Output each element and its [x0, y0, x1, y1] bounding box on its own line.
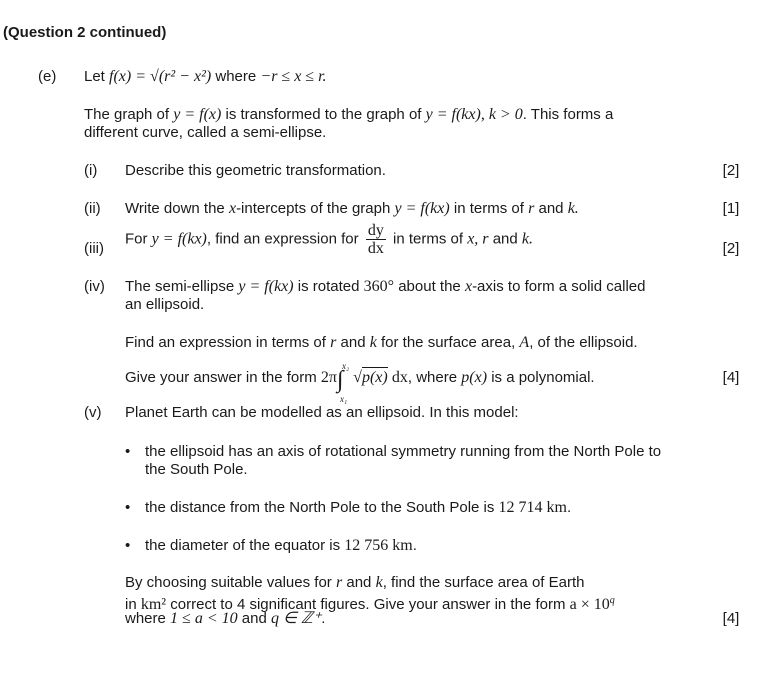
- domain-inequality: −r ≤ x ≤ r.: [260, 68, 327, 85]
- iii-var-list: x, r: [467, 230, 489, 248]
- bullet-2-label: the distance from the North Pole to the South Pole is: [145, 499, 495, 516]
- iv-form-b: , where: [407, 369, 458, 386]
- sqrt-symbol: √: [353, 369, 362, 386]
- subpart-ii-text: [125, 200, 579, 218]
- ii-text-a: Write down the: [125, 200, 225, 217]
- frac-denominator: dx: [367, 240, 384, 257]
- subpart-i-text: Describe this geometric transformation.: [125, 162, 386, 179]
- subpart-iv-label: (iv): [84, 278, 105, 295]
- bullet-2-value: 12 714 km: [498, 499, 567, 516]
- let-text: Let: [84, 68, 105, 85]
- iv-axis: x: [464, 278, 473, 295]
- iv-find-and: and: [340, 334, 366, 351]
- iv-text-b: is rotated: [297, 278, 360, 295]
- bullet-3-value: 12 756 km: [344, 537, 413, 554]
- iv-form-p: p(x): [461, 369, 488, 386]
- final2-form: a × 10: [569, 596, 610, 613]
- iv-form-c: is a polynomial.: [491, 369, 595, 386]
- subpart-iii-text: [125, 222, 533, 257]
- iii-eq: y = f(kx): [151, 230, 207, 248]
- ii-var-r: r: [528, 200, 535, 217]
- ii-var-x: x: [228, 200, 237, 217]
- intro-text-a: The graph of: [84, 106, 170, 123]
- final3-ineq: 1 ≤ a < 10: [170, 610, 238, 627]
- iii-text-c: in terms of: [392, 230, 464, 248]
- bullet-1-dot: •: [125, 443, 131, 460]
- intro-eq2: y = f(kx), k > 0: [425, 106, 523, 123]
- part-e-label: (e): [38, 68, 57, 85]
- ii-text-b: -intercepts of the graph: [236, 200, 391, 217]
- part-e-intro-line2: different curve, called a semi-ellipse.: [84, 124, 327, 141]
- iii-text-a: For: [125, 230, 148, 248]
- final3-end: .: [321, 610, 326, 627]
- iv-find-b: for the surface area,: [381, 334, 516, 351]
- iv-find-k: k: [369, 334, 377, 351]
- subpart-ii-label: (ii): [84, 200, 101, 217]
- final-line3: [125, 610, 325, 628]
- bullet-2-end: .: [567, 499, 572, 516]
- function-definition: f(x) = √(r² − x²): [109, 68, 212, 85]
- bullet-3-label: the diameter of the equator is: [145, 537, 341, 554]
- final2-exp: q: [609, 595, 615, 606]
- bullet-2-dot: •: [125, 499, 131, 516]
- final2-in: in: [125, 596, 137, 613]
- subpart-v-intro: Planet Earth can be modelled as an ellipsoid. In this model:: [125, 404, 519, 421]
- subpart-ii-marks: [1]: [722, 200, 740, 217]
- iv-form-dx: dx: [391, 369, 408, 386]
- iv-find-a: Find an expression in terms of: [125, 334, 326, 351]
- part-e-intro-line1: [84, 106, 613, 124]
- final2-text: correct to 4 significant figures. Give your answer in the form: [170, 596, 566, 613]
- subpart-iv-find: [125, 334, 638, 352]
- bullet-3-dot: •: [125, 537, 131, 554]
- ii-text-c: in terms of: [453, 200, 524, 217]
- subpart-v-marks: [4]: [722, 610, 740, 627]
- integral-lower-limit: x₁: [340, 394, 348, 404]
- iv-text-a: The semi-ellipse: [125, 278, 235, 295]
- derivative-fraction: [366, 222, 386, 257]
- frac-numerator: dy: [367, 222, 384, 239]
- integral-sign: [337, 361, 350, 404]
- iv-find-A: A: [519, 334, 530, 351]
- ii-eq: y = f(kx): [394, 200, 450, 217]
- where-text: where: [215, 68, 257, 85]
- iii-var-k: k.: [521, 230, 533, 248]
- subpart-iii-marks: [2]: [722, 240, 740, 257]
- final-text-b: , find the surface area of Earth: [382, 574, 585, 591]
- final-text-a: By choosing suitable values for: [125, 574, 332, 591]
- final-k: k: [375, 574, 383, 591]
- integral-glyph: ∫: [337, 367, 344, 393]
- iv-find-r: r: [330, 334, 337, 351]
- final-line1: [125, 574, 584, 592]
- final3-where: where: [125, 610, 166, 627]
- subpart-i-label: (i): [84, 162, 98, 179]
- intro-text-c: . This forms a: [522, 106, 614, 123]
- iv-find-c: , of the ellipsoid.: [529, 334, 638, 351]
- iv-form-a: Give your answer in the form: [125, 369, 317, 386]
- final3-and: and: [241, 610, 267, 627]
- final-and: and: [346, 574, 372, 591]
- subpart-i-marks: [2]: [722, 162, 740, 179]
- integral-upper-limit: x₂: [342, 361, 350, 371]
- subpart-iii-label: (iii): [84, 240, 104, 257]
- bullet-1-line1: the ellipsoid has an axis of rotational symmetry running from the North Pole to: [145, 443, 662, 460]
- iv-form-coef: 2π: [320, 369, 337, 386]
- bullet-2-text: [145, 499, 571, 517]
- subpart-iv-form: [125, 361, 595, 404]
- iv-text-d: -axis to form a solid called: [472, 278, 646, 295]
- ii-var-k: k.: [567, 200, 579, 217]
- intro-text-b: is transformed to the graph of: [225, 106, 422, 123]
- iv-text-c: about the: [398, 278, 461, 295]
- subpart-iv-line2: an ellipsoid.: [125, 296, 205, 313]
- sqrt-radicand: p(x): [361, 369, 388, 386]
- ii-text-d: and: [538, 200, 564, 217]
- intro-eq1: y = f(x): [173, 106, 222, 123]
- subpart-iv-line1: [125, 278, 645, 296]
- part-e-let-line: [84, 68, 327, 86]
- bullet-3-end: .: [412, 537, 417, 554]
- final3-set: q ∈ ℤ⁺: [270, 610, 322, 627]
- iii-text-b: , find an expression for: [206, 230, 359, 248]
- final-r: r: [335, 574, 343, 591]
- question-heading: (Question 2 continued): [3, 24, 167, 41]
- subpart-v-label: (v): [84, 404, 102, 421]
- subpart-iv-marks: [4]: [722, 369, 740, 386]
- iv-eq: y = f(kx): [238, 278, 294, 295]
- iv-angle: 360°: [363, 278, 395, 295]
- final2-unit: km²: [140, 596, 167, 613]
- iii-text-d: and: [492, 230, 518, 248]
- bullet-1-line2: the South Pole.: [145, 461, 248, 478]
- bullet-3-text: [145, 537, 417, 555]
